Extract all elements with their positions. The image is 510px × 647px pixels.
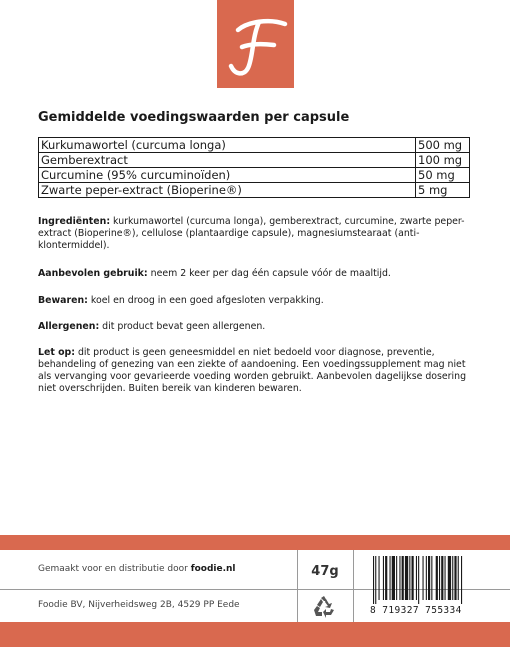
allergens-text: dit product bevat geen allergenen. [99, 321, 266, 332]
ingredients-text: kurkumawortel (curcuma longa), gemberextract, curcumine, zwarte peper-extract (Bioperine®), cellulose (plantaardige capsule), magnesiumstearaat (anti-klontermiddel). [38, 216, 465, 251]
footer-divider [353, 550, 354, 622]
table-row [39, 183, 470, 198]
barcode-bar [452, 556, 453, 600]
warning-paragraph [38, 347, 478, 395]
barcode-bar [418, 556, 419, 604]
nutrient-value: 50 mg [416, 168, 470, 183]
barcode-bar [390, 556, 391, 600]
distribution-line [38, 564, 236, 574]
nutrient-name: Kurkumawortel (curcuma longa) [39, 138, 416, 153]
nutrient-name: Curcumine (95% curcuminoïden) [39, 168, 416, 183]
barcode-bar [423, 556, 424, 600]
nutrition-table [38, 137, 470, 198]
allergens-paragraph [38, 321, 478, 333]
barcode-bar [402, 556, 404, 600]
net-weight: 47g [311, 564, 339, 579]
barcode-bar [461, 556, 462, 604]
storage-text: koel en droog in een goed afgesloten verpakking. [87, 295, 324, 306]
nutrient-name: Zwarte peper-extract (Bioperine®) [39, 183, 416, 198]
footer-top-band [0, 535, 510, 550]
barcode-bar [375, 556, 376, 604]
nutrient-value: 100 mg [416, 153, 470, 168]
foodie-f-logo-icon [217, 0, 294, 88]
warning-label: Let op: [38, 347, 75, 358]
company-address: Foodie BV, Nijverheidsweg 2B, 4529 PP Eede [38, 600, 240, 610]
usage-paragraph [38, 268, 478, 280]
barcode-bar [431, 556, 432, 600]
brand-logo [217, 0, 294, 88]
barcode-bars [370, 556, 480, 604]
barcode-bar [405, 556, 408, 600]
barcode-bar [445, 556, 446, 600]
nutrition-heading: Gemiddelde voedingswaarden per capsule [38, 110, 350, 125]
brand-url: foodie.nl [190, 564, 236, 574]
barcode-bar [383, 556, 384, 600]
footer-bottom-band [0, 622, 510, 647]
barcode-bar [436, 556, 438, 600]
barcode-bar [426, 556, 427, 600]
barcode-digits: 8 719327 755334 [370, 605, 462, 616]
nutrient-name: Gemberextract [39, 153, 416, 168]
recycle-icon [312, 596, 336, 618]
ingredients-paragraph [38, 216, 478, 252]
storage-label: Bewaren: [38, 295, 88, 306]
barcode-bar [373, 556, 374, 604]
allergens-label: Allergenen: [38, 321, 100, 332]
barcode-bar [385, 556, 387, 600]
table-row [39, 138, 470, 153]
barcode-bar [454, 556, 456, 600]
table-row [39, 153, 470, 168]
nutrient-value: 500 mg [416, 138, 470, 153]
table-row [39, 168, 470, 183]
barcode-bar [439, 556, 440, 600]
barcode-bar [392, 556, 395, 600]
barcode-bar [441, 556, 443, 600]
barcode-bar [396, 556, 397, 600]
distribution-text: Gemaakt voor en distributie door [38, 564, 191, 574]
nutrient-value: 5 mg [416, 183, 470, 198]
barcode-bar [416, 556, 417, 600]
barcode-bar [399, 556, 400, 600]
ingredients-label: Ingrediënten: [38, 216, 111, 227]
storage-paragraph [38, 295, 478, 307]
barcode-bar [428, 556, 430, 600]
usage-text: neem 2 keer per dag één capsule vóór de maaltijd. [147, 268, 391, 279]
barcode-bar [448, 556, 451, 600]
usage-label: Aanbevolen gebruik: [38, 268, 148, 279]
barcode-bar [458, 556, 459, 600]
barcode-bar [412, 556, 414, 600]
barcode-bar [409, 556, 410, 600]
barcode [370, 556, 480, 620]
barcode-bar [379, 556, 380, 600]
warning-text: dit product is geen geneesmiddel en niet bedoeld voor diagnose, preventie, behandeling of genezing van een ziekte of aandoening. Een voedingssupplement mag niet als vervanging voor gevarieerde voeding worden gebruikt. Aanbevolen dagelijkse dosering niet overschrijden. Buiten bereik van kinderen bewaren. [38, 347, 467, 394]
